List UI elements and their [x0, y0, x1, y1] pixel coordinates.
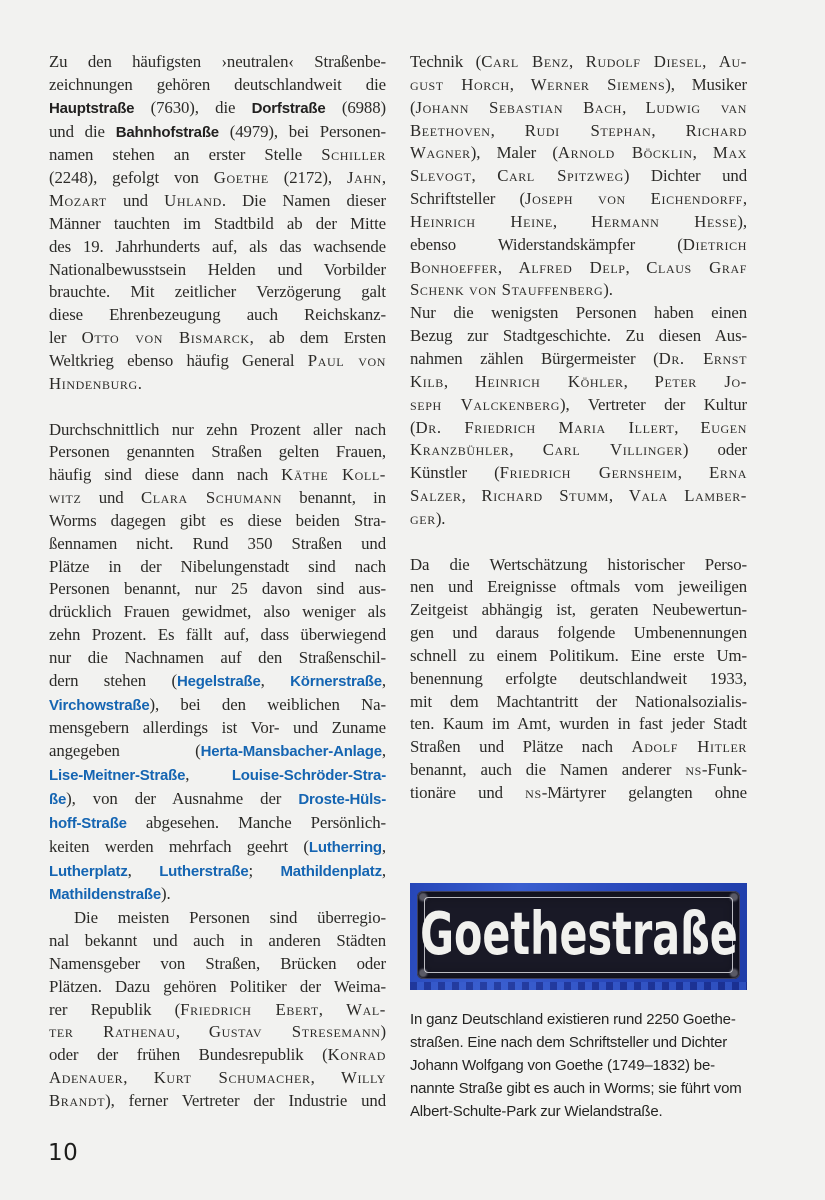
- text-line: [410, 691, 747, 714]
- text-line: [49, 97, 386, 121]
- text-run: Technik (: [410, 52, 482, 71]
- text-line: [49, 51, 386, 74]
- text-run: und die: [49, 121, 116, 141]
- street-name-highlight: Hegelstraße: [176, 672, 261, 690]
- text-line: [49, 167, 386, 190]
- text-line: [49, 930, 386, 953]
- text-run: , ab dem Ersten: [249, 328, 386, 348]
- text-run: ), ferner Vertreter der Industrie und: [105, 1090, 386, 1110]
- text-line: [410, 302, 747, 325]
- person-name-smallcaps: Schenk von Stauffenberg: [410, 280, 604, 300]
- text-line: [410, 576, 747, 599]
- text-run: ,: [185, 765, 232, 785]
- paragraph: [49, 51, 386, 396]
- text-line: [410, 439, 747, 462]
- person-name-smallcaps: Heinrich Heine: [410, 211, 553, 231]
- text-run: und: [106, 191, 165, 211]
- text-line: [410, 554, 747, 577]
- person-name-smallcaps: Joseph von Eichendorff: [524, 189, 743, 209]
- person-name-smallcaps: Wagner: [410, 143, 471, 163]
- text-run: ,: [443, 371, 475, 391]
- street-sign: [417, 891, 740, 979]
- person-name-smallcaps: Mozart: [49, 191, 107, 211]
- text-line: [410, 142, 747, 165]
- text-run: Die meisten Personen sind überregio-: [74, 908, 386, 928]
- text-line: [49, 1044, 386, 1067]
- text-run: ,: [677, 463, 709, 483]
- person-name-smallcaps: Rudolf Diesel: [585, 52, 703, 71]
- text-run: ,: [625, 257, 647, 277]
- text-line: [49, 510, 386, 533]
- text-run: drücklich Frauen gewidmet, also weniger als: [49, 602, 386, 622]
- person-name-smallcaps: Richard Stumm: [481, 486, 609, 506]
- text-run: ebenso Widerstandskämpfer (: [410, 234, 683, 254]
- person-name-smallcaps: seph Valckenberg: [410, 394, 561, 414]
- text-line: [410, 74, 747, 97]
- sign-text: Goethestraße: [419, 899, 738, 969]
- person-name-smallcaps: Rudi Stephan: [524, 120, 652, 140]
- street-name-highlight: Mathildenplatz: [280, 862, 382, 880]
- text-run: Durchschnittlich nur zehn Prozent aller nach: [49, 419, 386, 439]
- text-run: ,: [310, 1068, 342, 1088]
- text-run: ,: [622, 97, 646, 117]
- person-name-smallcaps: Goethe: [213, 168, 269, 188]
- text-run: angegeben (: [49, 741, 201, 761]
- text-line: [49, 601, 386, 624]
- person-name-smallcaps: Claus Graf: [646, 257, 747, 277]
- person-name-smallcaps: Salzer: [410, 486, 462, 506]
- text-line: [49, 441, 386, 464]
- text-line: [49, 419, 386, 442]
- text-run: ler: [49, 328, 82, 348]
- text-line: [49, 812, 386, 836]
- text-line: [49, 717, 386, 740]
- text-line: [49, 281, 386, 304]
- person-name-smallcaps: Bonhoeffer: [410, 257, 498, 277]
- text-run: Bezug zur Stadtgeschichte. Zu diesen Aus-: [410, 326, 747, 346]
- person-name-smallcaps: Jahn: [346, 168, 382, 188]
- text-run: . Die Namen dieser: [221, 191, 386, 211]
- person-name-smallcaps: Gustav Stresemann: [208, 1022, 381, 1042]
- person-name-smallcaps: Heinrich Köhler: [474, 371, 624, 391]
- text-run: oder der frühen Bundesrepublik (: [49, 1045, 328, 1065]
- text-line: [410, 736, 747, 759]
- caption-line: Albert-Schulte-Park zur Wielandstraße.: [410, 1102, 663, 1120]
- text-run: (7630), die: [134, 97, 252, 117]
- text-run: ).: [435, 508, 446, 528]
- person-name-smallcaps: Eugen: [700, 417, 747, 437]
- person-name-smallcaps: Kranzbühler: [410, 440, 510, 460]
- street-name-bold: Bahnhofstraße: [115, 123, 219, 141]
- text-run: ).: [161, 884, 171, 904]
- text-line: [49, 373, 386, 396]
- text-run: ,: [509, 440, 543, 460]
- text-line: [49, 624, 386, 647]
- person-name-smallcaps: Ludwig van: [645, 97, 747, 117]
- text-run: ,: [127, 860, 160, 880]
- text-run: ,: [381, 670, 386, 690]
- person-name-smallcaps: Friedrich Ebert: [180, 999, 319, 1019]
- text-run: Nationalbewusstsein Helden und Vorbilder: [49, 259, 386, 279]
- text-line: [49, 1021, 386, 1044]
- text-run: gen und daraus folgende Umbenennungen: [410, 623, 747, 643]
- text-run: ),: [737, 211, 747, 231]
- text-run: Weltkrieg ebenso häufig General: [49, 350, 308, 370]
- text-run: Personen benannt, nur 25 davon sind aus-: [49, 579, 386, 599]
- text-run: nur die Nachnamen auf den Straßenschil-: [49, 647, 386, 667]
- paragraph-gap: [49, 396, 386, 419]
- text-line: [49, 121, 386, 145]
- text-run: (2172),: [268, 168, 347, 188]
- text-run: namen stehen an erster Stelle: [49, 145, 322, 165]
- text-run: Künstler (: [410, 463, 500, 483]
- text-run: Nur die wenigsten Personen haben einen: [410, 303, 747, 323]
- text-run: ,: [608, 486, 629, 506]
- text-line: [49, 74, 386, 97]
- text-run: abgesehen. Manche Persönlich-: [126, 812, 386, 832]
- person-name-smallcaps: Erna: [709, 463, 747, 483]
- paragraph: [49, 907, 386, 1113]
- text-line: [49, 694, 386, 718]
- person-name-smallcaps: Carl Villinger: [542, 440, 683, 460]
- text-run: ,: [509, 74, 531, 94]
- text-line: [49, 670, 386, 694]
- text-line: [49, 1090, 386, 1113]
- text-run: ,: [471, 166, 498, 186]
- text-line: [49, 647, 386, 670]
- text-line: [49, 976, 386, 999]
- text-run: ,: [381, 860, 386, 880]
- text-run: benannt, in: [281, 488, 386, 508]
- paragraph: [410, 554, 747, 805]
- text-run: ) oder: [682, 440, 747, 460]
- caption-line: In ganz Deutschland existieren rund 2250 Goethe-: [410, 1010, 736, 1028]
- text-run: rer Republik (: [49, 999, 181, 1019]
- text-line: [410, 599, 747, 622]
- text-line: [410, 234, 747, 257]
- person-name-smallcaps: Kurt Schumacher: [153, 1068, 311, 1088]
- text-run: ), von der Ausnahme der: [66, 789, 299, 808]
- text-line: [410, 165, 747, 188]
- text-run: und: [81, 488, 141, 508]
- text-run: .: [137, 373, 142, 393]
- text-run: Namensgeber von Straßen, Brücken oder: [49, 953, 386, 973]
- text-run: ,: [123, 1068, 154, 1088]
- text-run: diese Ehrenbezeugung auch Reichskanz-: [49, 305, 386, 325]
- caption-line: nannte Straße gibt es auch in Worms; sie führt vom: [410, 1079, 742, 1097]
- text-line: [49, 860, 386, 884]
- text-run: ), Musiker: [665, 74, 747, 94]
- text-run: zeichnungen gehören deutschlandweit die: [49, 74, 386, 94]
- street-name-highlight: Lutherring: [308, 838, 382, 856]
- caption-line: Johann Wolfgang von Goethe (1749–1832) be-: [410, 1056, 715, 1074]
- text-run: ,: [623, 371, 655, 391]
- photo-caption: [410, 1008, 747, 1123]
- person-name-smallcaps: Beethoven: [410, 120, 491, 140]
- text-line: [410, 120, 747, 143]
- text-run: (2248), gefolgt von: [49, 168, 214, 188]
- text-line: [49, 907, 386, 930]
- text-line: [410, 51, 747, 74]
- text-run: häufig sind diese dann nach: [49, 465, 282, 485]
- person-name-smallcaps: Max: [712, 143, 747, 163]
- text-run: ,: [651, 120, 686, 140]
- person-name-smallcaps: Friedrich Gernsheim: [499, 463, 678, 483]
- person-name-smallcaps: Slevogt: [410, 166, 472, 186]
- text-line: [410, 188, 747, 211]
- person-name-smallcaps: Paul von: [307, 350, 386, 370]
- text-run: ), Vertreter der Kultur: [560, 394, 748, 414]
- text-run: ,: [381, 741, 386, 761]
- text-run: ,: [175, 1022, 209, 1042]
- text-line: [410, 325, 747, 348]
- text-run: ,: [552, 211, 592, 231]
- text-run: ,: [260, 670, 291, 690]
- text-line: [49, 788, 386, 812]
- text-run: -Märtyrer gelangten ohne: [541, 783, 747, 802]
- text-line: [49, 190, 386, 213]
- text-run: mit dem Machtantritt der Nationalsozialis-: [410, 691, 747, 711]
- text-line: [49, 764, 386, 788]
- text-line: [410, 622, 747, 645]
- text-line: [49, 236, 386, 259]
- street-name-highlight: Lutherstraße: [159, 862, 249, 880]
- text-run: Straßen und Plätze nach: [410, 737, 632, 757]
- street-sign-figure: [410, 883, 747, 1123]
- text-run: dern stehen (: [49, 670, 177, 690]
- text-run: Zeitgeist abhängig ist, geraten Neubewertun-: [410, 600, 747, 620]
- text-run: Schriftsteller (: [410, 189, 525, 209]
- person-name-smallcaps: Dietrich: [682, 234, 747, 254]
- street-name-highlight: ße: [49, 791, 67, 808]
- text-line: [49, 304, 386, 327]
- text-line: [49, 464, 386, 487]
- person-name-smallcaps: Au-: [718, 52, 747, 71]
- text-line: [49, 533, 386, 556]
- column-right-text: [410, 51, 747, 805]
- street-name-highlight: Lise-Meitner-Straße: [49, 767, 186, 785]
- text-run: Personen genannten Straßen gelten Frauen,: [49, 442, 386, 462]
- person-name-smallcaps: Käthe Koll-: [281, 465, 386, 485]
- column-right: [410, 51, 747, 1123]
- text-line: [49, 259, 386, 282]
- person-name-smallcaps: Hindenburg: [49, 373, 138, 393]
- text-line: [410, 508, 747, 531]
- paragraph: [49, 419, 386, 908]
- person-name-smallcaps: Johann Sebastian Bach: [415, 97, 623, 117]
- text-line: [49, 350, 386, 373]
- person-name-smallcaps: ger: [410, 508, 436, 528]
- text-run: Zu den häufigsten ›neutralen‹ Straßenbe-: [49, 52, 386, 71]
- text-run: brauchte. Mit zeitlicher Verzögerung galt: [49, 282, 386, 302]
- person-name-smallcaps: Konrad: [327, 1045, 386, 1065]
- person-name-smallcaps: Alfred Delp: [518, 257, 626, 277]
- text-line: [49, 487, 386, 510]
- text-line: [410, 257, 747, 280]
- text-run: Plätzen. Dazu gehören Politiker der Weima-: [49, 976, 386, 996]
- text-line: [410, 279, 747, 302]
- street-name-highlight: Mathildenstraße: [49, 886, 162, 904]
- text-line: [410, 782, 747, 805]
- text-run: zehn Prozent. Es fällt auf, dass überwiegend: [49, 625, 386, 645]
- text-run: des 19. Jahrhunderts auf, als das wachsende: [49, 236, 386, 256]
- person-name-smallcaps: Dr. Ernst: [658, 348, 748, 368]
- person-name-smallcaps: Willy: [341, 1068, 386, 1088]
- text-run: ,: [692, 143, 713, 163]
- person-name-smallcaps: Werner Siemens: [530, 74, 666, 94]
- text-run: ,: [490, 120, 525, 140]
- person-name-smallcaps: ns: [685, 760, 702, 780]
- person-name-smallcaps: Clara Schumann: [140, 488, 282, 508]
- person-name-smallcaps: Adenauer: [49, 1068, 124, 1088]
- text-run: ,: [674, 417, 701, 437]
- paragraph-gap: [410, 531, 747, 554]
- text-line: [49, 556, 386, 579]
- street-name-highlight: Louise-Schröder-Stra-: [231, 767, 386, 785]
- text-run: Da die Wertschätzung historischer Perso-: [410, 554, 747, 574]
- text-line: [49, 883, 386, 907]
- street-name-bold: Hauptstraße: [49, 99, 135, 117]
- caption-line: straßen. Eine nach dem Schriftsteller und Dichter: [410, 1033, 728, 1051]
- person-name-smallcaps: ns: [525, 783, 542, 802]
- person-name-smallcaps: Hermann Hesse: [591, 211, 738, 231]
- text-run: schnell zu einem Politikum. Eine erste Um-: [410, 645, 747, 665]
- person-name-smallcaps: Kilb: [410, 371, 444, 391]
- text-line: [49, 578, 386, 601]
- street-name-highlight: Virchowstraße: [49, 696, 150, 714]
- text-run: ,: [568, 52, 586, 71]
- street-name-bold: Dorfstraße: [251, 99, 326, 117]
- text-run: ,: [461, 486, 482, 506]
- text-run: ,: [497, 257, 519, 277]
- text-run: ,: [318, 999, 347, 1019]
- person-name-smallcaps: ter Rathenau: [49, 1022, 176, 1042]
- text-run: benannt, auch die Namen anderer: [410, 760, 686, 780]
- street-name-highlight: Herta-Mansbacher-Anlage: [200, 743, 382, 761]
- text-run: ) Dichter und: [623, 166, 747, 186]
- text-line: [410, 371, 747, 394]
- text-run: (6988): [325, 97, 386, 117]
- person-name-smallcaps: Uhland: [164, 191, 222, 211]
- street-name-highlight: Körnerstraße: [290, 672, 382, 690]
- text-run: ), bei den weiblichen Na-: [149, 694, 386, 714]
- text-line: [410, 668, 747, 691]
- text-line: [49, 327, 386, 350]
- text-line: [410, 645, 747, 668]
- text-run: ;: [248, 860, 281, 880]
- text-line: [49, 953, 386, 976]
- person-name-smallcaps: Carl Spitzweg: [497, 166, 624, 186]
- text-run: nahmen zählen Bürgermeister (: [410, 348, 659, 368]
- person-name-smallcaps: Brandt: [49, 1090, 106, 1110]
- text-run: ,: [381, 836, 386, 856]
- person-name-smallcaps: Wal-: [346, 999, 386, 1019]
- text-run: keiten werden mehrfach geehrt (: [49, 836, 309, 856]
- text-run: ).: [603, 280, 613, 300]
- text-run: nen und Ereignisse oftmals vom jeweiligen: [410, 577, 747, 597]
- text-line: [49, 1067, 386, 1090]
- person-name-smallcaps: Carl Benz: [481, 52, 569, 71]
- text-line: [410, 462, 747, 485]
- person-name-smallcaps: Dr. Friedrich Maria Illert: [415, 417, 675, 437]
- text-line: [410, 348, 747, 371]
- sign-text-wrap: [417, 891, 740, 979]
- person-name-smallcaps: Schiller: [321, 145, 386, 165]
- text-line: [49, 144, 386, 167]
- person-name-smallcaps: witz: [49, 488, 82, 508]
- text-line: [410, 417, 747, 440]
- text-run: ): [380, 1022, 386, 1042]
- column-left-text: [49, 51, 386, 1113]
- text-run: ,: [702, 52, 719, 71]
- text-run: tionäre und: [410, 783, 526, 802]
- person-name-smallcaps: Arnold Böcklin: [557, 143, 693, 163]
- text-run: -Funk-: [701, 760, 747, 780]
- text-line: [410, 713, 747, 736]
- text-line: [410, 211, 747, 234]
- street-name-highlight: hoff-Straße: [49, 814, 127, 832]
- person-name-smallcaps: Vala Lamber-: [628, 486, 747, 506]
- text-run: ,: [742, 189, 747, 209]
- street-sign-photo: [410, 883, 747, 990]
- person-name-smallcaps: Adolf Hitler: [631, 737, 747, 757]
- person-name-smallcaps: Richard: [685, 120, 747, 140]
- text-line: [49, 740, 386, 764]
- text-run: ,: [381, 168, 386, 188]
- text-run: ), Maler (: [470, 143, 558, 163]
- text-line: [49, 836, 386, 860]
- text-line: [410, 485, 747, 508]
- text-line: [49, 999, 386, 1022]
- text-run: Plätze in der Nibelungenstadt sind nach: [49, 556, 386, 576]
- text-run: ßennamen nicht. Rund 350 Straßen und: [49, 533, 386, 553]
- column-left: [49, 51, 386, 1113]
- text-line: [49, 213, 386, 236]
- text-run: mensgebern allerdings ist Vor- und Zuname: [49, 718, 386, 738]
- text-run: nal bekannt und auch in anderen Städten: [49, 931, 386, 951]
- person-name-smallcaps: Otto von Bismarck: [81, 328, 250, 348]
- text-line: [410, 394, 747, 417]
- text-line: [410, 97, 747, 120]
- person-name-smallcaps: gust Horch: [410, 74, 510, 94]
- street-name-highlight: Lutherplatz: [49, 862, 128, 880]
- text-run: ten. Kaum im Amt, wurden in fast jeder Stadt: [410, 714, 747, 734]
- text-run: benennung erfolgte deutschlandweit 1933,: [410, 668, 747, 688]
- text-run: (4979), bei Personen-: [218, 121, 386, 141]
- paragraph: [410, 51, 747, 531]
- street-name-highlight: Droste-Hüls-: [298, 791, 386, 808]
- page-number: 10: [48, 1140, 79, 1166]
- text-run: (: [410, 97, 416, 117]
- text-run: Worms dagegen gibt es diese beiden Stra-: [49, 510, 386, 530]
- text-run: Männer tauchten im Stadtbild ab der Mitte: [49, 213, 386, 233]
- person-name-smallcaps: Peter Jo-: [654, 371, 747, 391]
- text-line: [410, 759, 747, 782]
- text-run: (: [410, 417, 416, 437]
